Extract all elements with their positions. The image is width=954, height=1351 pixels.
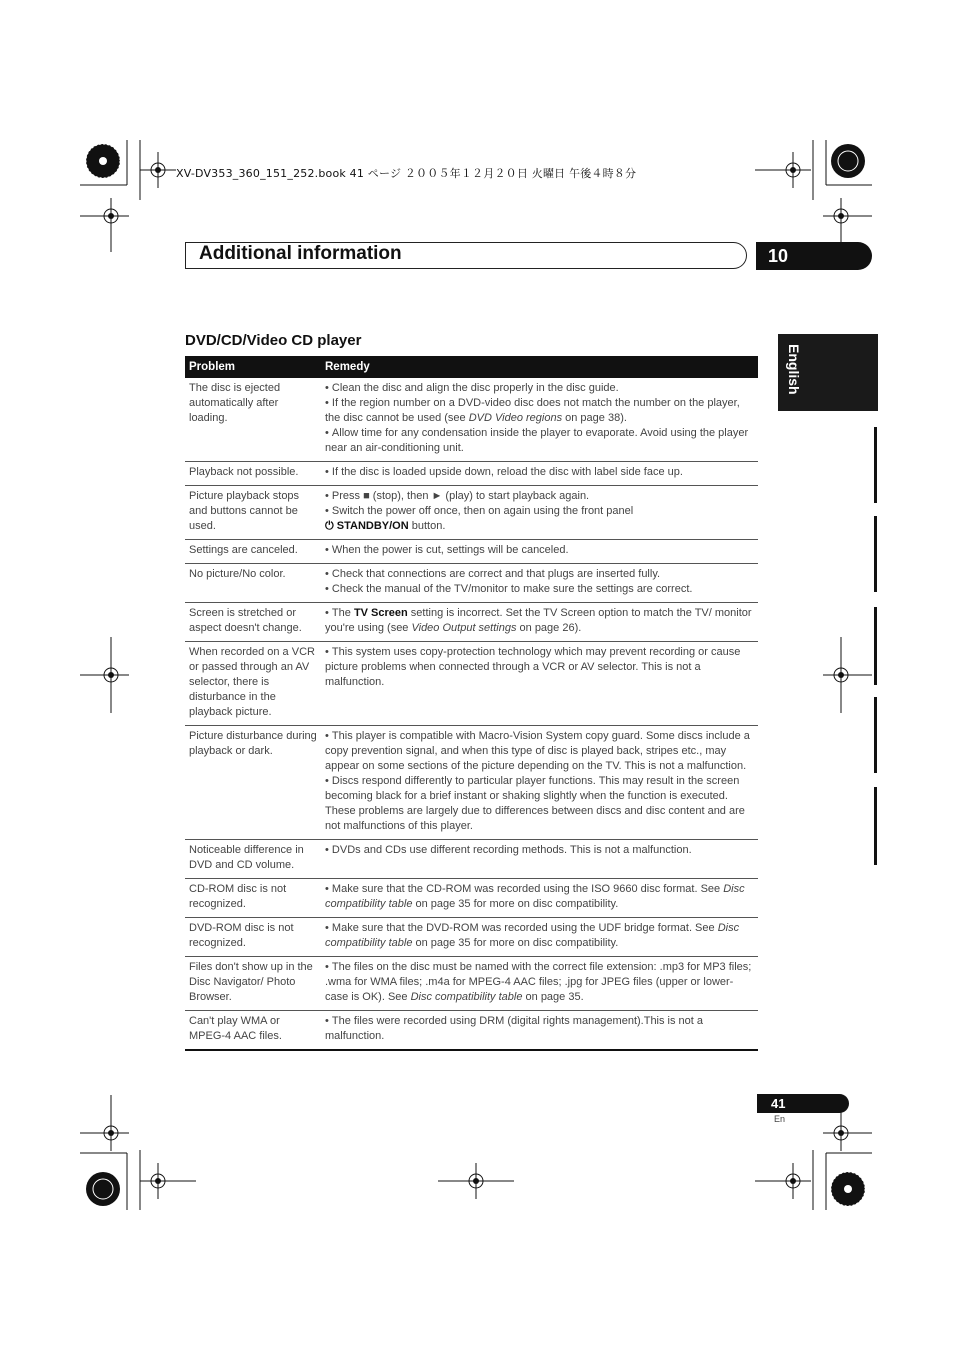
problem-cell: Playback not possible.: [185, 462, 321, 486]
table-row: [185, 957, 758, 1011]
table-row: [185, 840, 758, 879]
remedy-item: • Make sure that the DVD-ROM was recorded using the UDF bridge format. See Disc compatibility table on page 35 for more on disc compatibility.: [325, 921, 754, 951]
remedy-item: • Check that connections are correct and that plugs are inserted fully.: [325, 567, 754, 582]
problem-cell: Noticeable difference in DVD and CD volume.: [185, 840, 321, 879]
problem-cell: Can't play WMA or MPEG-4 AAC files.: [185, 1011, 321, 1051]
problem-cell: When recorded on a VCR or passed through an AV selector, there is disturbance in the playback picture.: [185, 642, 321, 726]
table-row: [185, 726, 758, 840]
table-row: [185, 462, 758, 486]
remedy-cell: [321, 1011, 758, 1051]
remedy-cell: [321, 462, 758, 486]
remedy-item: • This player is compatible with Macro-Vision System copy guard. Some discs include a copy prevention signal, and when this type of disc is played back, stripes etc., may appear on some sections of the picture depending on the TV. This is not a malfunction.: [325, 729, 754, 774]
problem-cell: DVD-ROM disc is not recognized.: [185, 918, 321, 957]
chapter-number: 10: [756, 242, 872, 270]
page-title: Additional information: [199, 243, 402, 264]
problem-cell: Files don't show up in the Disc Navigator/ Photo Browser.: [185, 957, 321, 1011]
print-info-line: XV-DV353_360_151_252.book 41 ページ ２００５年１２月２０日 火曜日 午後４時８分: [176, 167, 637, 180]
remedy-item: • Press ■ (stop), then ► (play) to start playback again.: [325, 489, 754, 504]
remedy-cell: [321, 378, 758, 462]
remedy-item: • Discs respond differently to particular player functions. This may result in the screen becoming black for a brief instant or shaking slightly when the function is executed. These problems are largely due to differences between discs and disc content and are not malfunctions of this player.: [325, 774, 754, 834]
side-index-line: [874, 607, 877, 685]
remedy-item: • The files on the disc must be named with the correct file extension: .mp3 for MP3 files; .wma for WMA files; .m4a for MPEG-4 AAC files; .jpg for JPEG files (upper or lower-case is OK). See Disc compatibility table on page 35.: [325, 960, 754, 1005]
remedy-item: • If the disc is loaded upside down, reload the disc with label side face up.: [325, 465, 754, 480]
side-index-line: [874, 697, 877, 773]
table-row: [185, 1011, 758, 1051]
remedy-item: • If the region number on a DVD-video disc does not match the number on the player, the disc cannot be used (see DVD Video regions on page 38).: [325, 396, 754, 426]
column-header-problem: Problem: [185, 356, 321, 378]
problem-cell: Settings are canceled.: [185, 540, 321, 564]
table-row: [185, 486, 758, 540]
remedy-cell: [321, 603, 758, 642]
remedy-item: • This system uses copy-protection technology which may prevent recording or cause picture problems when connected through a VCR or AV selector. This is not a malfunction.: [325, 645, 754, 690]
remedy-cell: [321, 486, 758, 540]
page-reference: Video Output settings: [411, 622, 517, 634]
language-label: English: [786, 344, 802, 395]
remedy-item: • Allow time for any condensation inside the player to evaporate. Avoid using the player near an air-conditioning unit.: [325, 426, 754, 456]
table-row: [185, 918, 758, 957]
language-tab: [778, 334, 878, 411]
remedy-cell: [321, 957, 758, 1011]
remedy-cell: [321, 840, 758, 879]
table-row: [185, 378, 758, 462]
page-reference: Disc compatibility table: [410, 991, 523, 1003]
remedy-cell: [321, 642, 758, 726]
troubleshooting-table: [185, 356, 758, 1051]
table-row: [185, 879, 758, 918]
problem-cell: Picture disturbance during playback or dark.: [185, 726, 321, 840]
section-heading: DVD/CD/Video CD player: [185, 332, 362, 349]
problem-cell: Screen is stretched or aspect doesn't change.: [185, 603, 321, 642]
remedy-item: • When the power is cut, settings will be canceled.: [325, 543, 754, 558]
problem-cell: The disc is ejected automatically after loading.: [185, 378, 321, 462]
table-row: [185, 564, 758, 603]
remedy-cell: [321, 540, 758, 564]
page-reference: Disc compatibility table: [325, 922, 740, 949]
remedy-cell: [321, 879, 758, 918]
table-row: [185, 603, 758, 642]
page-number: 41: [757, 1094, 849, 1113]
remedy-item: • Clean the disc and align the disc properly in the disc guide.: [325, 381, 754, 396]
setting-name: TV Screen: [353, 607, 408, 619]
remedy-item: • Make sure that the CD-ROM was recorded using the ISO 9660 disc format. See Disc compatibility table on page 35 for more on disc compatibility.: [325, 882, 754, 912]
remedy-item: • DVDs and CDs use different recording methods. This is not a malfunction.: [325, 843, 754, 858]
side-index-line: [874, 787, 877, 865]
side-index-line: [874, 516, 877, 592]
button-name: STANDBY/ON: [336, 520, 409, 532]
page-reference: Disc compatibility table: [325, 883, 745, 910]
remedy-cell: [321, 564, 758, 603]
remedy-item: • The TV Screen setting is incorrect. Set the TV Screen option to match the TV/ monitor you're using (see Video Output settings on page 26).: [325, 606, 754, 636]
table-row: [185, 642, 758, 726]
remedy-item: • Switch the power off once, then on again using the front panel ⏻ STANDBY/ON button.: [325, 504, 754, 534]
table-header-row: [185, 356, 758, 378]
problem-cell: No picture/No color.: [185, 564, 321, 603]
side-index-line: [874, 427, 877, 503]
table-row: [185, 540, 758, 564]
remedy-cell: [321, 918, 758, 957]
column-header-remedy: Remedy: [321, 356, 758, 378]
problem-cell: CD-ROM disc is not recognized.: [185, 879, 321, 918]
remedy-cell: [321, 726, 758, 840]
remedy-item: • The files were recorded using DRM (digital rights management).This is not a malfunction.: [325, 1014, 754, 1044]
power-icon: ⏻: [325, 520, 334, 532]
page-reference: DVD Video regions: [468, 412, 563, 424]
problem-cell: Picture playback stops and buttons cannot be used.: [185, 486, 321, 540]
page-language: En: [774, 1114, 786, 1124]
remedy-item: • Check the manual of the TV/monitor to make sure the settings are correct.: [325, 582, 754, 597]
